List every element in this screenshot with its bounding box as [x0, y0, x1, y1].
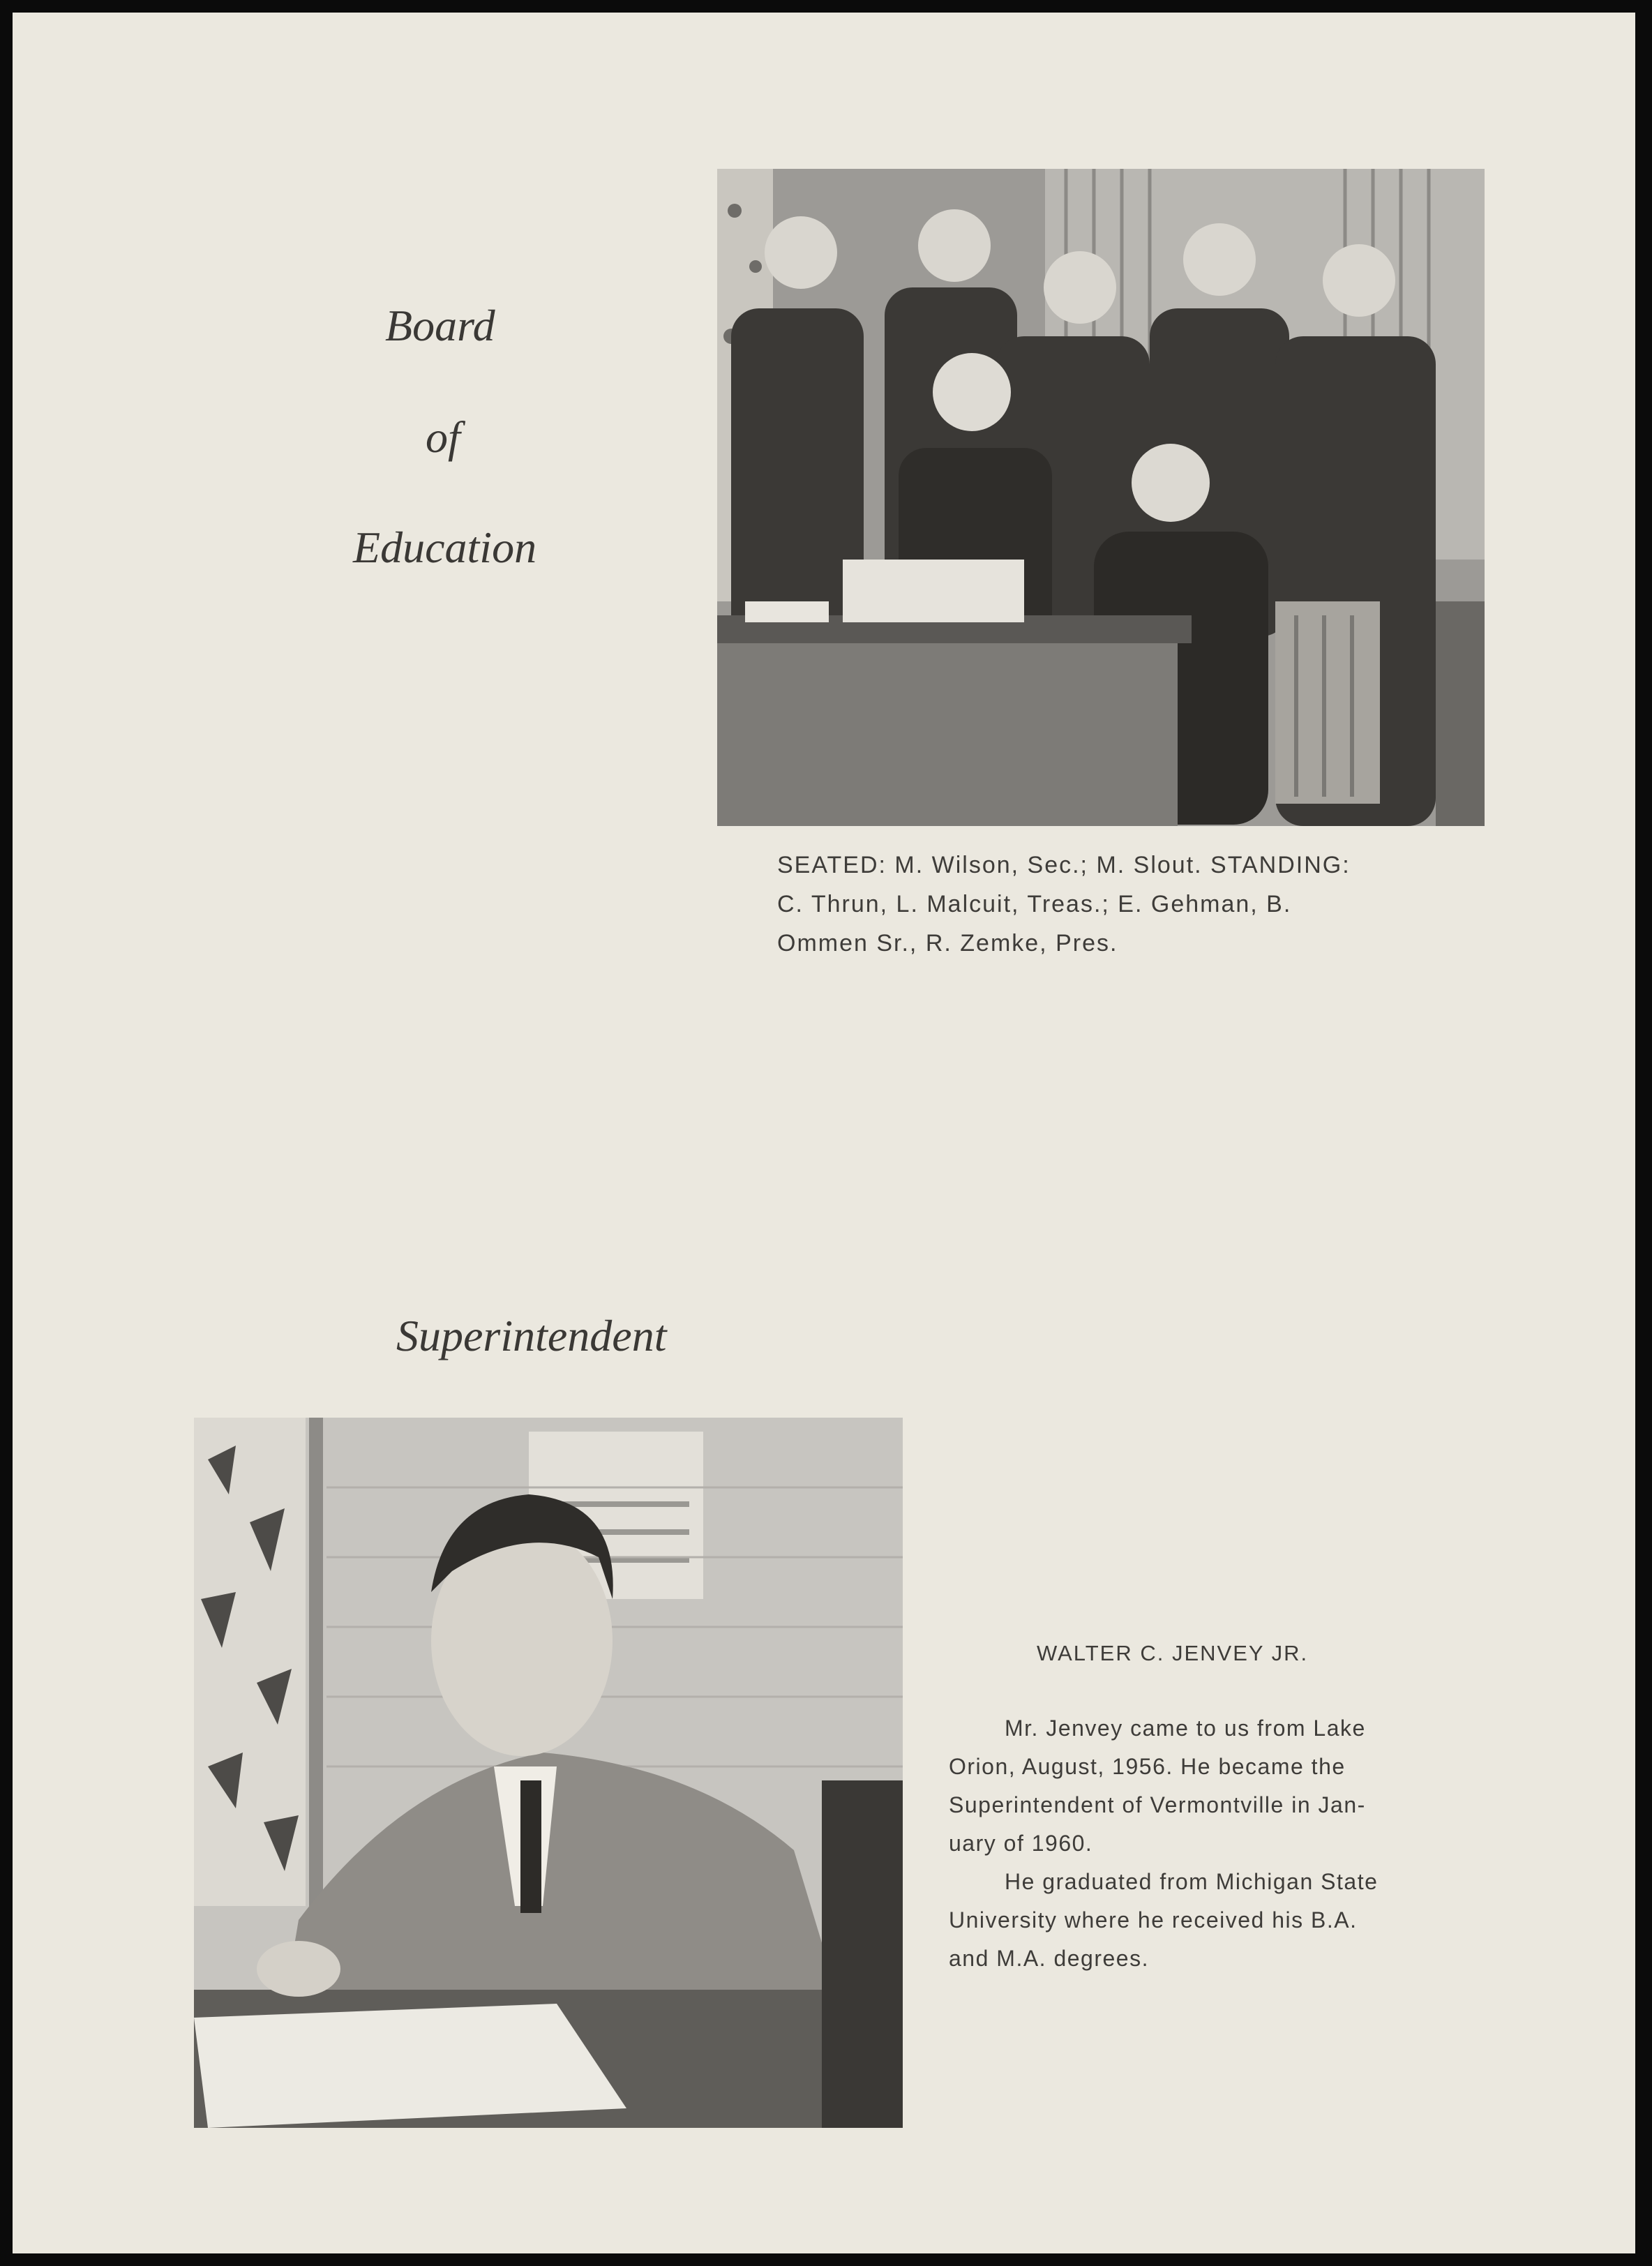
caption-line: SEATED: M. Wilson, Sec.; M. Slout. STANDING:: [777, 852, 1351, 878]
bio-line: University where he received his B.A.: [949, 1907, 1358, 1933]
superintendent-photo: [194, 1418, 903, 2128]
board-heading-education: Education: [353, 523, 537, 572]
bio-line: Orion, August, 1956. He became the: [949, 1754, 1346, 1779]
bio-line: and M.A. degrees.: [949, 1946, 1149, 1971]
bio-line: Mr. Jenvey came to us from Lake: [1005, 1716, 1366, 1741]
caption-line: Ommen Sr., R. Zemke, Pres.: [777, 930, 1118, 956]
superintendent-bio: [949, 1709, 1493, 1978]
superintendent-heading: Superintendent: [396, 1311, 667, 1360]
board-of-education-photo: [717, 169, 1485, 826]
board-heading-of: of: [426, 412, 460, 462]
bio-line: Superintendent of Vermontville in Jan-: [949, 1792, 1366, 1817]
yearbook-page: [13, 13, 1635, 2253]
board-photo-caption: [777, 846, 1475, 963]
bio-line: uary of 1960.: [949, 1831, 1093, 1856]
board-heading-board: Board: [385, 301, 495, 350]
superintendent-name: WALTER C. JENVEY JR.: [1037, 1641, 1309, 1665]
caption-line: C. Thrun, L. Malcuit, Treas.; E. Gehman, B.: [777, 891, 1292, 917]
bio-line: He graduated from Michigan State: [1005, 1869, 1379, 1894]
